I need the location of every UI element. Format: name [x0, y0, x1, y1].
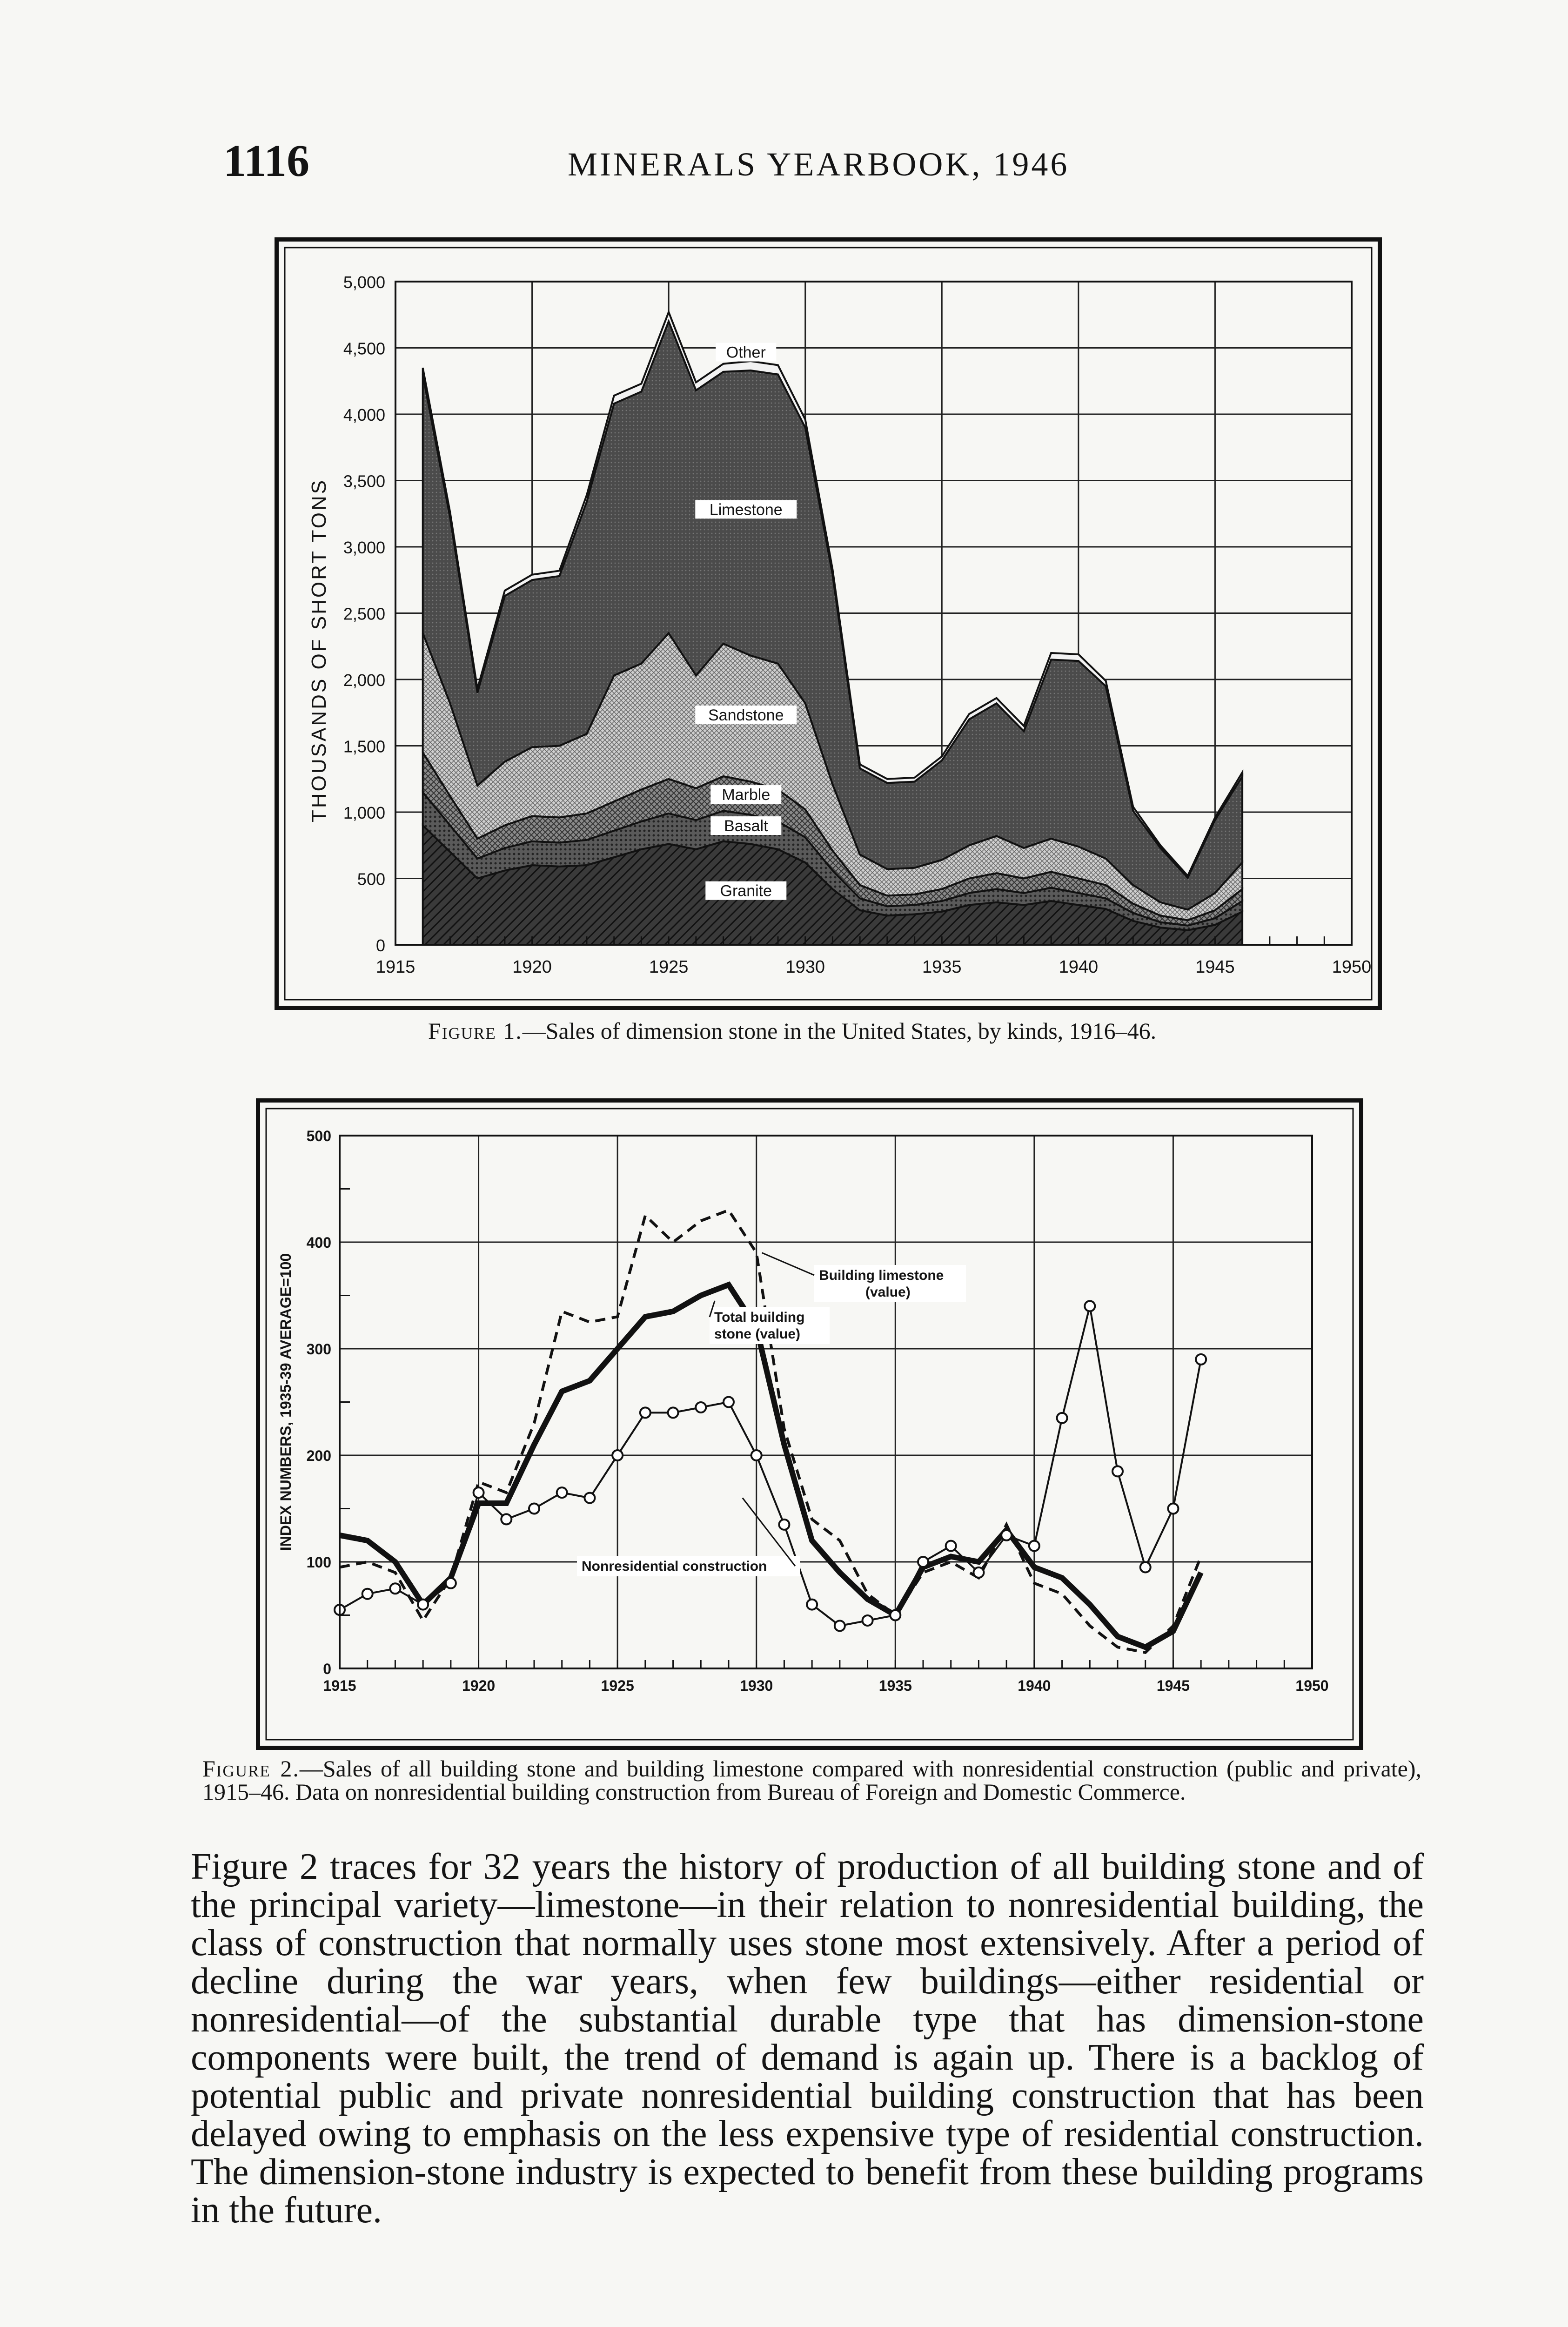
figure-2-caption-text: —Sales of all building stone and building limestone compared with nonresidential construction (public and private), 1915–46. Data on nonresidential building construction from Bureau of Foreign and Domestic Commerce.	[202, 1755, 1421, 1805]
figure-2-chart	[256, 1098, 1363, 1750]
annotation-text: Total building	[714, 1310, 805, 1325]
series-point	[668, 1407, 678, 1418]
figure-1-caption-label: Figure 1.	[428, 1018, 523, 1044]
x-tick-label: 1920	[512, 957, 552, 977]
x-tick-label: 1935	[922, 957, 962, 977]
annotation-marble: Marble	[722, 786, 771, 804]
x-tick-label: 1950	[1332, 957, 1372, 977]
series-point	[1085, 1301, 1095, 1311]
annotation-sandstone: Sandstone	[708, 706, 784, 725]
series-point	[1140, 1562, 1151, 1572]
y-tick-label: 3,000	[343, 538, 385, 557]
series-point	[1057, 1413, 1067, 1423]
y-tick-label: 4,000	[343, 405, 385, 424]
annotation-granite: Granite	[720, 882, 772, 900]
series-point	[612, 1450, 623, 1460]
y-tick-label: 2,500	[343, 604, 385, 624]
x-tick-label: 1950	[1295, 1677, 1329, 1694]
series-point	[529, 1504, 539, 1514]
y-tick-label: 500	[357, 869, 385, 889]
figure-2-caption-label: Figure 2.	[202, 1755, 300, 1782]
y-axis-title: THOUSANDS OF SHORT TONS	[308, 478, 330, 823]
x-tick-label: 1935	[878, 1677, 912, 1694]
series-point	[973, 1567, 984, 1578]
figure-2-grid	[340, 1136, 1312, 1668]
y-tick-label: 500	[306, 1128, 331, 1144]
x-tick-label: 1915	[375, 957, 415, 977]
x-tick-label: 1920	[462, 1677, 496, 1694]
series-point	[890, 1610, 900, 1621]
annotation-text: Nonresidential construction	[582, 1559, 767, 1574]
annotation-basalt: Basalt	[724, 817, 768, 835]
series-line-nonresidential-construction	[340, 1306, 1201, 1626]
series-point	[863, 1615, 873, 1626]
y-tick-label: 1,500	[343, 737, 385, 756]
x-tick-label: 1930	[740, 1677, 773, 1694]
series-point	[807, 1600, 817, 1610]
figure-2-inner-frame	[266, 1109, 1353, 1740]
series-point	[946, 1541, 956, 1551]
y-tick-label: 300	[306, 1341, 331, 1358]
y-tick-label: 4,500	[343, 339, 385, 358]
figure-1-caption-text: —Sales of dimension stone in the United States, by kinds, 1916–46.	[522, 1018, 1157, 1044]
series-point	[1029, 1541, 1039, 1551]
annotation-text: (value)	[865, 1285, 911, 1300]
y-axis-title: INDEX NUMBERS, 1935-39 AVERAGE=100	[277, 1253, 294, 1551]
annotation-text: Building limestone	[819, 1268, 944, 1283]
y-tick-label: 0	[375, 936, 385, 955]
series-point	[779, 1520, 789, 1530]
series-point	[501, 1514, 511, 1524]
series-point	[751, 1450, 762, 1460]
y-tick-label: 0	[323, 1661, 331, 1677]
series-point	[557, 1487, 567, 1498]
annotation-limestone: Limestone	[709, 501, 783, 519]
y-tick-label: 400	[306, 1234, 331, 1251]
figure-1-areas	[423, 312, 1242, 945]
series-point	[835, 1621, 845, 1631]
series-point	[584, 1493, 595, 1503]
y-tick-label: 200	[306, 1447, 331, 1464]
series-point	[918, 1557, 928, 1567]
series-point	[418, 1600, 428, 1610]
series-point	[1168, 1504, 1178, 1514]
annotation-other: Other	[726, 343, 766, 362]
x-tick-label: 1945	[1195, 957, 1235, 977]
body-paragraph: Figure 2 traces for 32 years the history of production of all building stone and of the principal variety—limestone—in their relation to nonresidential building, the class of construction that normally uses stone most extensively. After a period of decline during the war years, when few buildings—either residential or nonresidential—of the substantial durable type that has dimension-stone components were built, the trend of demand is again up. There is a backlog of potential public and private nonresidential building construction that has been delayed owing to emphasis on the less expensive type of residential construction. The dimension-stone industry is expected to benefit from these building programs in the future.	[191, 1846, 1424, 2231]
x-tick-label: 1925	[649, 957, 689, 977]
series-point	[1001, 1530, 1012, 1540]
figure-1-caption	[428, 1019, 1359, 1042]
series-point	[1112, 1466, 1123, 1476]
x-tick-label: 1940	[1059, 957, 1099, 977]
x-tick-label: 1915	[323, 1677, 356, 1694]
series-point	[724, 1397, 734, 1407]
figure-1-chart	[275, 237, 1382, 1010]
x-tick-label: 1925	[601, 1677, 634, 1694]
plot-frame	[340, 1136, 1312, 1668]
annotation-total-building-stone	[710, 1301, 830, 1344]
running-head: MINERALS YEARBOOK, 1946	[568, 146, 1070, 183]
y-tick-label: 1,000	[343, 803, 385, 822]
series-point	[1196, 1354, 1206, 1365]
figure-2-outer-frame	[258, 1100, 1361, 1748]
x-tick-label: 1945	[1156, 1677, 1190, 1694]
annotation-building-limestone	[762, 1253, 966, 1302]
y-tick-label: 100	[306, 1554, 331, 1571]
series-point	[362, 1589, 373, 1599]
annotation-text: stone (value)	[714, 1326, 801, 1342]
series-point	[474, 1487, 484, 1498]
figure-2-lines	[335, 1210, 1206, 1652]
y-tick-label: 3,500	[343, 471, 385, 491]
x-tick-label: 1930	[785, 957, 825, 977]
series-point	[390, 1583, 400, 1594]
figure-2-caption	[202, 1757, 1421, 1803]
series-point	[446, 1578, 456, 1588]
y-tick-label: 2,000	[343, 671, 385, 690]
annotation-nonresidential-construction	[577, 1498, 800, 1576]
y-tick-label: 5,000	[343, 273, 385, 292]
series-point	[696, 1402, 706, 1412]
page-number: 1116	[223, 136, 310, 186]
series-point	[640, 1407, 650, 1418]
annotation-leader	[762, 1253, 814, 1275]
x-tick-label: 1940	[1018, 1677, 1051, 1694]
